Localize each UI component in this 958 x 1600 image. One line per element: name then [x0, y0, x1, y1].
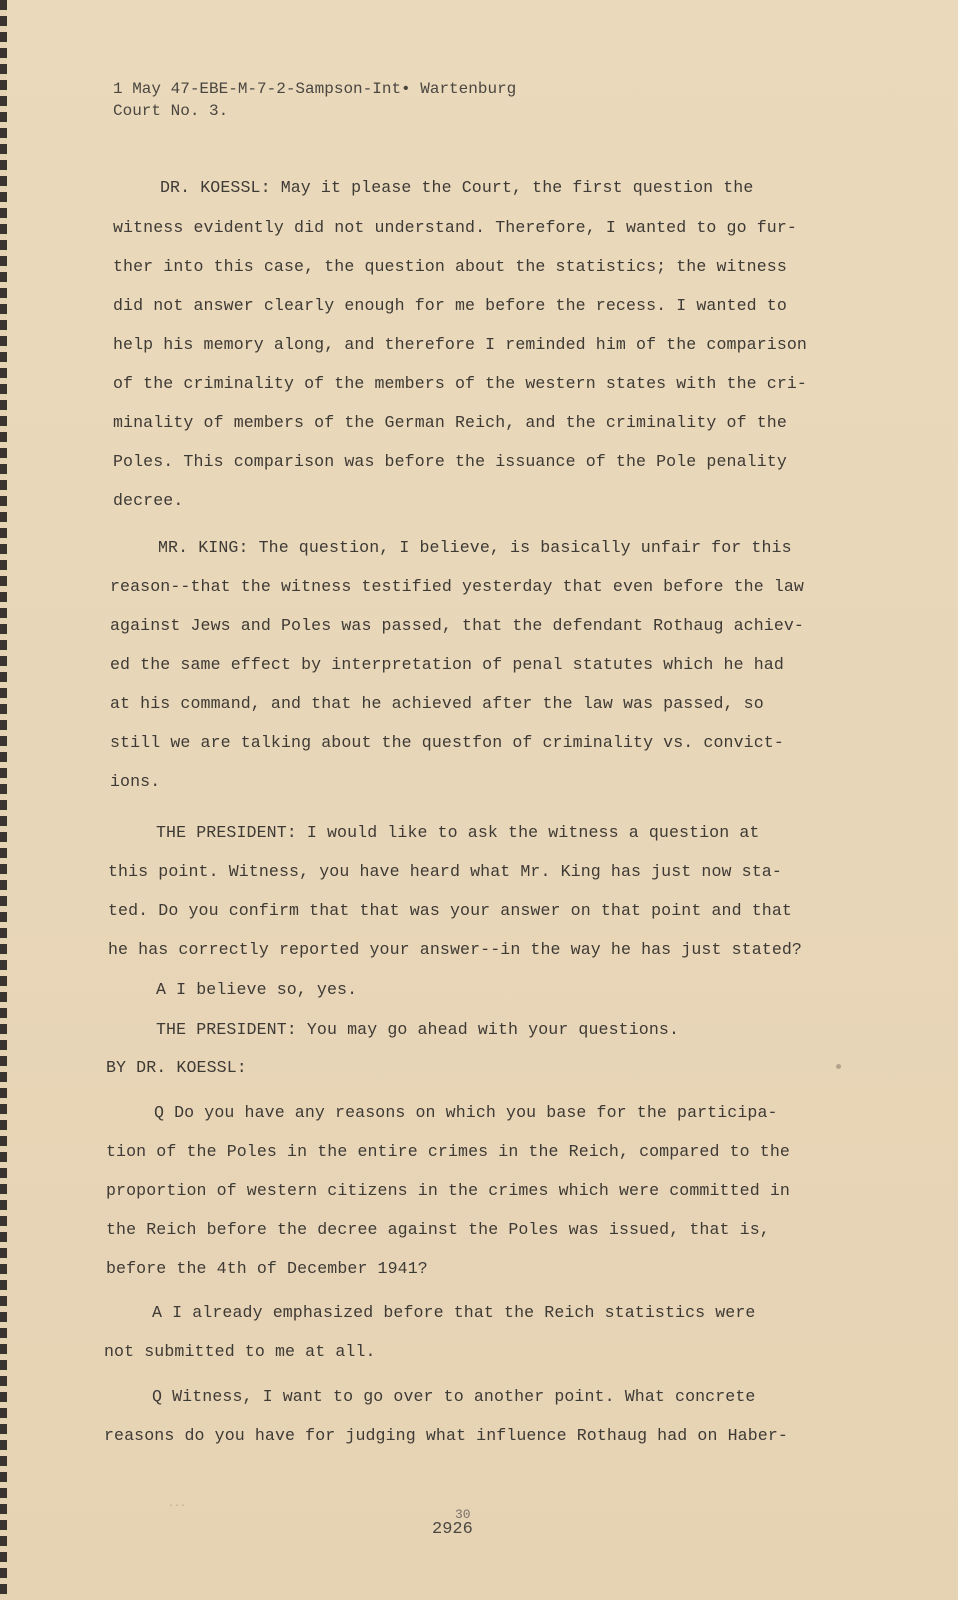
- transcript-line: A I believe so, yes.: [156, 980, 358, 999]
- transcript-line: Q Do you have any reasons on which you base for the participa-: [154, 1103, 778, 1122]
- page-number: 2926: [432, 1520, 473, 1539]
- transcript-line: at his command, and that he achieved after the law was passed, so: [110, 694, 764, 713]
- transcript-line: ions.: [110, 772, 161, 791]
- ink-spot: [836, 1064, 841, 1069]
- transcript-line: decree.: [113, 491, 184, 510]
- transcript-line: THE PRESIDENT: I would like to ask the witness a question at: [156, 823, 760, 842]
- binding-edge: [0, 0, 7, 1600]
- stray-mark: ···: [168, 1501, 187, 1512]
- transcript-line: of the criminality of the members of the western states with the cri-: [113, 374, 807, 393]
- transcript-line: reasons do you have for judging what influence Rothaug had on Haber-: [104, 1426, 788, 1445]
- transcript-line: THE PRESIDENT: You may go ahead with your questions.: [156, 1020, 680, 1039]
- transcript-line: BY DR. KOESSL:: [106, 1058, 247, 1077]
- transcript-line: tion of the Poles in the entire crimes in the Reich, compared to the: [106, 1142, 790, 1161]
- header-line-court: Court No. 3.: [113, 102, 229, 120]
- transcript-line: reason--that the witness testified yesterday that even before the law: [110, 577, 804, 596]
- transcript-line: DR. KOESSL: May it please the Court, the first question the: [160, 178, 754, 197]
- footer-mark: 30: [455, 1507, 471, 1522]
- header-line-reference: 1 May 47-EBE-M-7-2-Sampson-Int• Wartenburg: [113, 80, 517, 98]
- transcript-line: Q Witness, I want to go over to another point. What concrete: [152, 1387, 756, 1406]
- transcript-line: ed the same effect by interpretation of penal statutes which he had: [110, 655, 784, 674]
- transcript-line: ther into this case, the question about the statistics; the witness: [113, 257, 787, 276]
- document-header: [113, 78, 516, 122]
- transcript-line: the Reich before the decree against the Poles was issued, that is,: [106, 1220, 770, 1239]
- transcript-line: this point. Witness, you have heard what Mr. King has just now sta-: [108, 862, 782, 881]
- transcript-line: not submitted to me at all.: [104, 1342, 376, 1361]
- transcript-line: witness evidently did not understand. Therefore, I wanted to go fur-: [113, 218, 797, 237]
- transcript-line: minality of members of the German Reich, and the criminality of the: [113, 413, 787, 432]
- transcript-line: he has correctly reported your answer--in the way he has just stated?: [108, 940, 802, 959]
- transcript-line: against Jews and Poles was passed, that the defendant Rothaug achiev-: [110, 616, 804, 635]
- transcript-line: did not answer clearly enough for me before the recess. I wanted to: [113, 296, 787, 315]
- transcript-line: MR. KING: The question, I believe, is basically unfair for this: [158, 538, 792, 557]
- transcript-line: before the 4th of December 1941?: [106, 1259, 428, 1278]
- transcript-line: A I already emphasized before that the Reich statistics were: [152, 1303, 756, 1322]
- transcript-line: Poles. This comparison was before the issuance of the Pole penality: [113, 452, 787, 471]
- transcript-line: ted. Do you confirm that that was your answer on that point and that: [108, 901, 792, 920]
- transcript-line: proportion of western citizens in the crimes which were committed in: [106, 1181, 790, 1200]
- transcript-line: still we are talking about the questfon of criminality vs. convict-: [110, 733, 784, 752]
- transcript-line: help his memory along, and therefore I reminded him of the comparison: [113, 335, 807, 354]
